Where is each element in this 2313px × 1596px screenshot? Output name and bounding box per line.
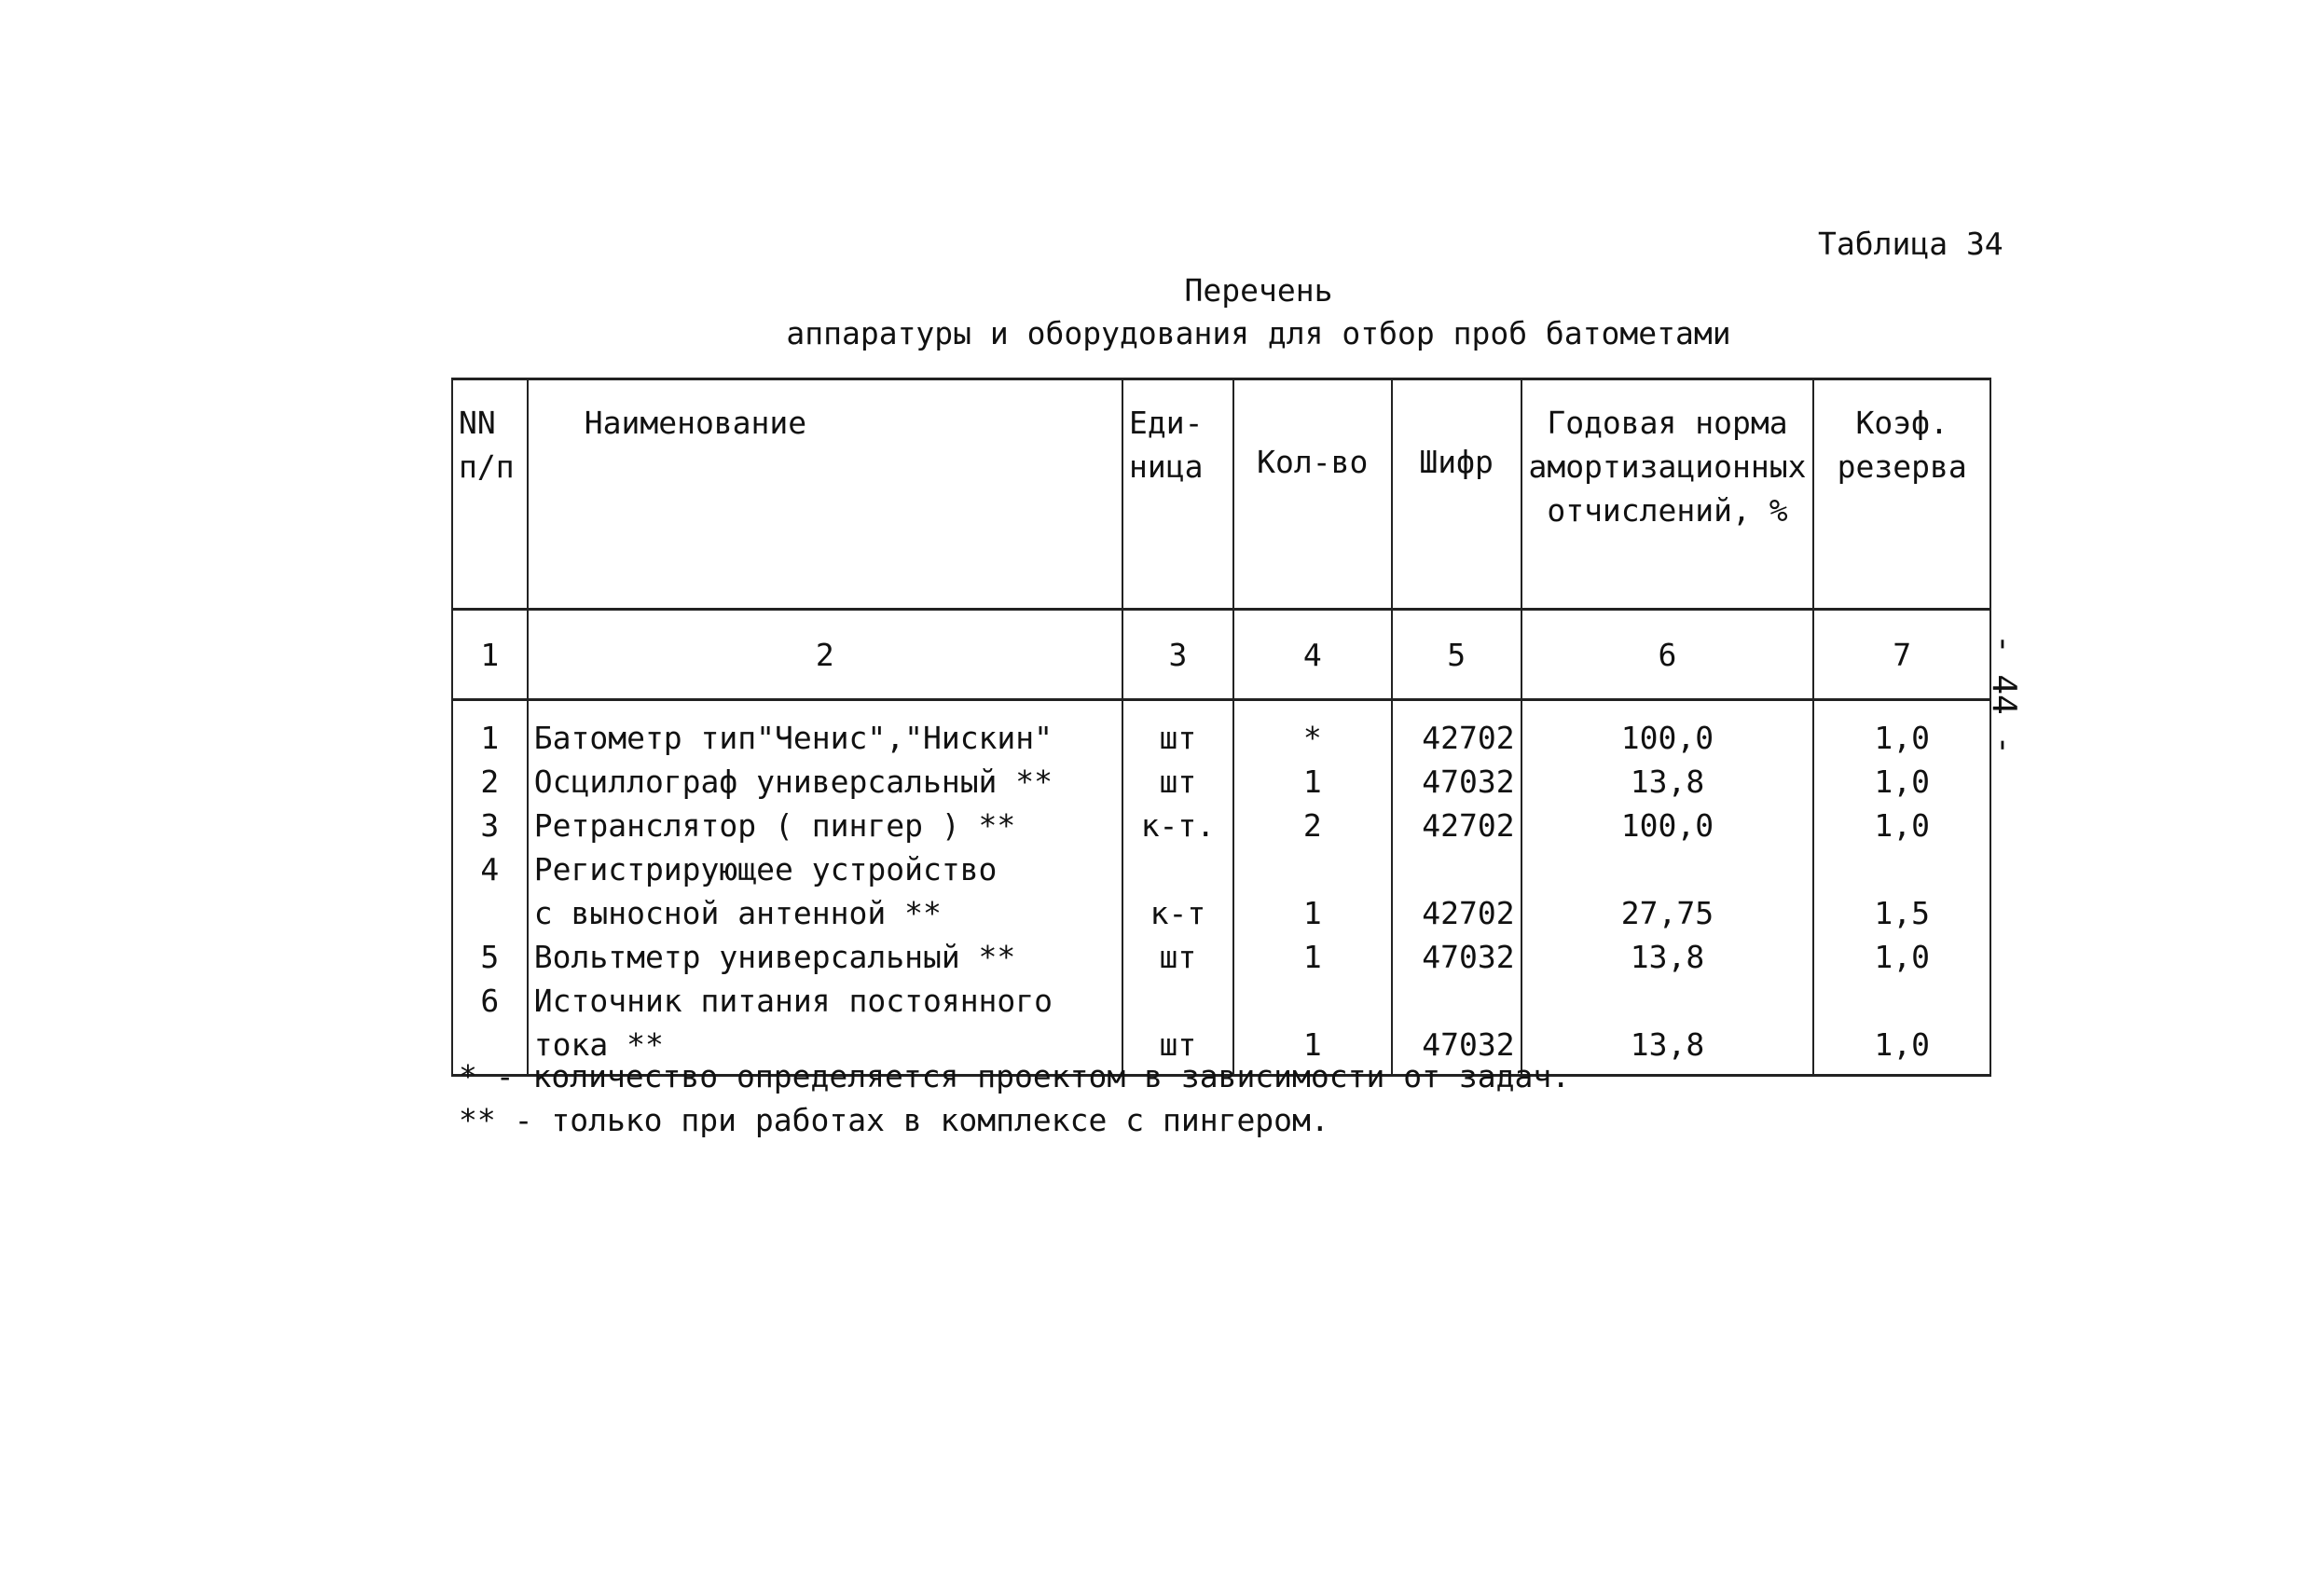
column-numbers-row (452, 610, 1990, 700)
row-coef: 1,0 (1813, 1023, 1990, 1076)
row-unit: к-т (1122, 891, 1233, 935)
row-coef: 1,0 (1813, 935, 1990, 979)
header-row (452, 379, 1990, 610)
page-number: - 44 - (1985, 634, 2023, 756)
column-number: 3 (1122, 610, 1233, 700)
row-qty: 1 (1233, 935, 1392, 979)
row-qty: 1 (1233, 891, 1392, 935)
row-coef (1813, 847, 1990, 891)
row-rate (1521, 847, 1814, 891)
row-code: 42702 (1392, 700, 1521, 761)
column-number: 2 (528, 610, 1122, 700)
row-qty (1233, 847, 1392, 891)
column-number: 5 (1392, 610, 1521, 700)
row-unit (1122, 847, 1233, 891)
row-qty (1233, 979, 1392, 1023)
row-num (452, 891, 528, 935)
row-code (1392, 847, 1521, 891)
table-row (452, 979, 1990, 1023)
row-name: Ретранслятор ( пингер ) ** (528, 804, 1122, 847)
row-code: 42702 (1392, 891, 1521, 935)
header-code: Шифр (1392, 379, 1521, 610)
row-rate: 100,0 (1521, 804, 1814, 847)
row-unit: шт (1122, 1023, 1233, 1076)
row-qty: * (1233, 700, 1392, 761)
row-coef: 1,0 (1813, 700, 1990, 761)
table-row (452, 935, 1990, 979)
row-qty: 1 (1233, 760, 1392, 804)
header-qty: Кол-во (1233, 379, 1392, 610)
row-coef (1813, 979, 1990, 1023)
row-num: 5 (452, 935, 528, 979)
column-number: 7 (1813, 610, 1990, 700)
row-num: 2 (452, 760, 528, 804)
row-coef: 1,5 (1813, 891, 1990, 935)
row-num: 1 (452, 700, 528, 761)
column-number: 4 (1233, 610, 1392, 700)
header-rate: Годовая норма амортизационных отчислений, % (1521, 379, 1814, 610)
column-number: 1 (452, 610, 528, 700)
header-num: NN п/п (452, 379, 528, 610)
row-unit (1122, 979, 1233, 1023)
row-name: Вольтметр универсальный ** (528, 935, 1122, 979)
row-name: Регистрирующее устройство (528, 847, 1122, 891)
row-code (1392, 979, 1521, 1023)
row-coef: 1,0 (1813, 760, 1990, 804)
equipment-table (451, 378, 1991, 1077)
row-rate (1521, 979, 1814, 1023)
row-code: 47032 (1392, 935, 1521, 979)
row-name: с выносной антенной ** (528, 891, 1122, 935)
row-unit: шт (1122, 760, 1233, 804)
table-row (452, 804, 1990, 847)
row-name: тока ** (528, 1023, 1122, 1076)
row-code: 47032 (1392, 1023, 1521, 1076)
header-coef: Коэф. резерва (1813, 379, 1990, 610)
row-rate: 13,8 (1521, 760, 1814, 804)
row-coef: 1,0 (1813, 804, 1990, 847)
table-row (452, 700, 1990, 761)
row-name: Батометр тип"Ченис","Нискин" (528, 700, 1122, 761)
row-rate: 27,75 (1521, 891, 1814, 935)
header-unit: Еди-ница (1122, 379, 1233, 610)
row-code: 42702 (1392, 804, 1521, 847)
row-qty: 1 (1233, 1023, 1392, 1076)
footnote-double-star: ** - только при работах в комплексе с пингером. (459, 1102, 1329, 1138)
row-num: 3 (452, 804, 528, 847)
row-rate: 100,0 (1521, 700, 1814, 761)
row-unit: шт (1122, 700, 1233, 761)
table-label: Таблица 34 (1818, 226, 2003, 262)
footnote-single-star: * - количество определяется проектом в зависимости от задач. (459, 1058, 1571, 1094)
column-number: 6 (1521, 610, 1814, 700)
row-rate: 13,8 (1521, 1023, 1814, 1076)
row-num: 4 (452, 847, 528, 891)
table-row (452, 891, 1990, 935)
title-line-2: аппаратуры и оборудования для отбор проб батометами (786, 315, 1731, 351)
row-rate: 13,8 (1521, 935, 1814, 979)
row-qty: 2 (1233, 804, 1392, 847)
row-num: 6 (452, 979, 528, 1023)
table-row (452, 847, 1990, 891)
row-unit: к-т. (1122, 804, 1233, 847)
table-row (452, 760, 1990, 804)
row-name: Источник питания постоянного (528, 979, 1122, 1023)
row-code: 47032 (1392, 760, 1521, 804)
title-line-1: Перечень (1184, 272, 1333, 309)
header-name: Наименование (528, 379, 1122, 610)
row-name: Осциллограф универсальный ** (528, 760, 1122, 804)
row-unit: шт (1122, 935, 1233, 979)
